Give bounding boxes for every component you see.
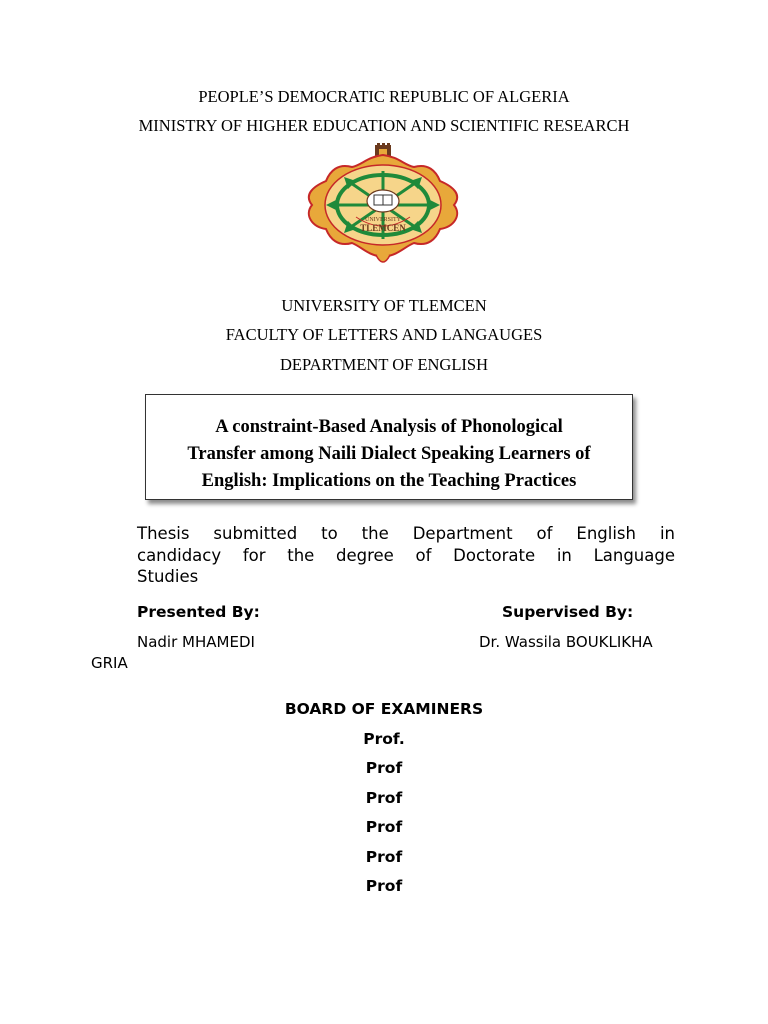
university-name: UNIVERSITY OF TLEMCEN [281, 296, 487, 315]
department-name: DEPARTMENT OF ENGLISH [279, 355, 489, 374]
ministry-heading: MINISTRY OF HIGHER EDUCATION AND SCIENTIFIC RESEARCH [138, 116, 630, 135]
examiner-entry: Prof [365, 848, 403, 866]
supervised-by-label: Supervised By: [502, 603, 634, 621]
examiner-entry: Prof [365, 759, 403, 777]
thesis-title-line: English: Implications on the Teaching Practices [201, 471, 577, 491]
board-of-examiners-heading: BOARD OF EXAMINERS [284, 700, 484, 718]
thesis-title-line: Transfer among Naili Dialect Speaking Learners of [187, 444, 591, 464]
faculty-name: FACULTY OF LETTERS AND LANGAUGES [225, 325, 543, 344]
thesis-title-line: A constraint-Based Analysis of Phonological [215, 417, 563, 437]
submission-statement-line: Thesis submitted to the Department of English in [137, 524, 675, 543]
examiner-entry: Prof [365, 877, 403, 895]
submission-statement-line: candidacy for the degree of Doctorate in Language [137, 546, 675, 565]
examiner-entry: Prof [365, 789, 403, 807]
submission-statement-line: Studies [137, 567, 199, 586]
university-of-tlemcen-emblem-icon [304, 143, 462, 269]
svg-text:TLEMCEN: TLEMCEN [360, 223, 406, 233]
presented-by-label: Presented By: [137, 603, 260, 621]
university-emblem-logo [304, 143, 462, 269]
examiner-entry: Prof. [363, 730, 405, 748]
author-name-continuation: GRIA [91, 654, 128, 672]
svg-text:UNIVERSITY: UNIVERSITY [365, 217, 401, 223]
supervisor-name: Dr. Wassila BOUKLIKHA [479, 633, 653, 651]
author-name: Nadir MHAMEDI [137, 633, 255, 651]
examiner-entry: Prof [365, 818, 403, 836]
thesis-title [146, 414, 632, 495]
thesis-title-box [145, 394, 633, 500]
country-heading: PEOPLE’S DEMOCRATIC REPUBLIC OF ALGERIA [198, 87, 570, 106]
